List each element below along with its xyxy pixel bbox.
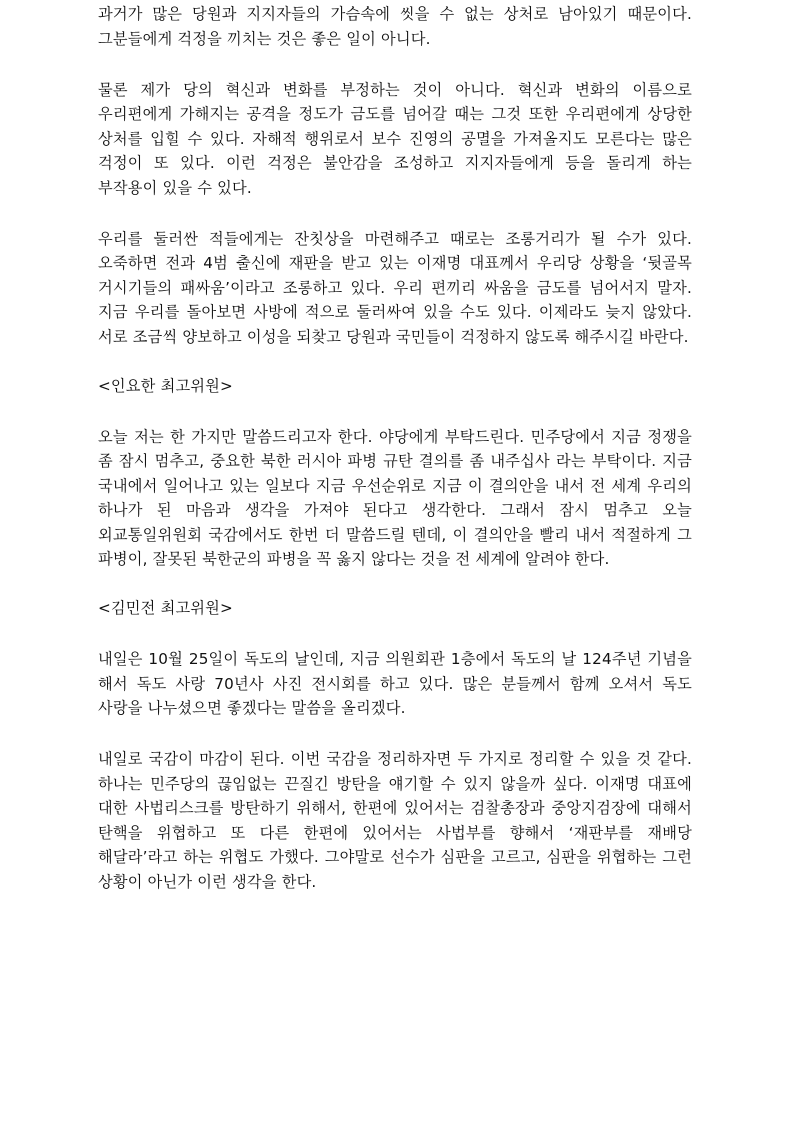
paragraph: 물론 제가 당의 혁신과 변화를 부정하는 것이 아니다. 혁신과 변화의 이름으로 우리편에게 가해지는 공격을 정도가 금도를 넘어갈 때는 그것 또한 우리편에게 상당한 상처를 입힐 수 있다. 자해적 행위로서 보수 진영의 공멸을 가져올지도 모른다는 많은 걱정이 또 있다. 이런 걱정은 불안감을 조성하고 지지자들에게 등을 돌리게 하는 부작용이 있을 수 있다. <box>98 80 692 197</box>
speaker-heading: <인요한 최고위원> <box>98 376 233 395</box>
paragraph-gap <box>98 398 692 423</box>
paragraph-gap <box>98 200 692 225</box>
paragraph-gap <box>98 51 692 76</box>
paragraph-gap <box>98 349 692 374</box>
document-page <box>98 0 692 894</box>
paragraph-gap <box>98 721 692 746</box>
speaker-heading: <김민전 최고위원> <box>98 599 233 617</box>
paragraph: 과거가 많은 당원과 지지자들의 가슴속에 씻을 수 없는 상처로 남아있기 때문이다. 그분들에게 걱정을 끼치는 것은 좋은 일이 아니다. <box>98 5 692 48</box>
paragraph: 내일로 국감이 마감이 된다. 이번 국감을 정리하자면 두 가지로 정리할 수 있을 것 같다. 하나는 민주당의 끊임없는 끈질긴 방탄을 얘기할 수 있지 않을까 싶다. 이재명 대표에 대한 사법리스크를 방탄하기 위해서, 한편에 있어서는 검찰총장과 중앙지검장에 대해서 탄핵을 위협하고 또 다른 한편에 있어서는 사법부를 향해서 ‘재판부를 재배당 해달라’라고 하는 위협도 가했다. 그야말로 선수가 심판을 고르고, 심판을 위협하는 그런 상황이 아닌가 이런 생각을 한다. <box>98 750 692 891</box>
paragraph-gap <box>98 572 692 597</box>
paragraph: 오늘 저는 한 가지만 말씀드리고자 한다. 야당에게 부탁드린다. 민주당에서 지금 정쟁을 좀 잠시 멈추고, 중요한 북한 러시아 파병 규탄 결의를 좀 내주십사 라는 부탁이다. 지금 국내에서 일어나고 있는 일보다 지금 우선순위로 지금 이 결의안을 내서 전 세계 우리의 하나가 된 마음과 생각을 가져야 된다고 생각한다. 그래서 잠시 멈추고 오늘 외교통일위원회 국감에서도 한번 더 말씀드릴 텐데, 이 결의안을 빨리 내서 적절하게 그 파병이, 잘못된 북한군의 파병을 꼭 옳지 않다는 것을 전 세계에 알려야 한다. <box>98 427 692 568</box>
paragraph: 우리를 둘러싼 적들에게는 잔칫상을 마련해주고 때로는 조롱거리가 될 수가 있다. 오죽하면 전과 4범 출신에 재판을 받고 있는 이재명 대표께서 우리당 상황을 ‘뒷골목 거시기들의 패싸움’이라고 조롱하고 있다. 우리 편끼리 싸움을 금도를 넘어서지 말자. 지금 우리를 돌아보면 사방에 적으로 둘러싸여 있을 수도 있다. 이제라도 늦지 않았다. 서로 조금씩 양보하고 이성을 되찾고 당원과 국민들이 걱정하지 않도록 해주시길 바란다. <box>98 229 692 346</box>
paragraph: 내일은 10월 25일이 독도의 날인데, 지금 의원회관 1층에서 독도의 날 124주년 기념을 해서 독도 사랑 70년사 사진 전시회를 하고 있다. 많은 분들께서 함께 오셔서 독도 사랑을 나누셨으면 좋겠다는 말씀을 올리겠다. <box>98 650 692 717</box>
paragraph-gap <box>98 621 692 646</box>
